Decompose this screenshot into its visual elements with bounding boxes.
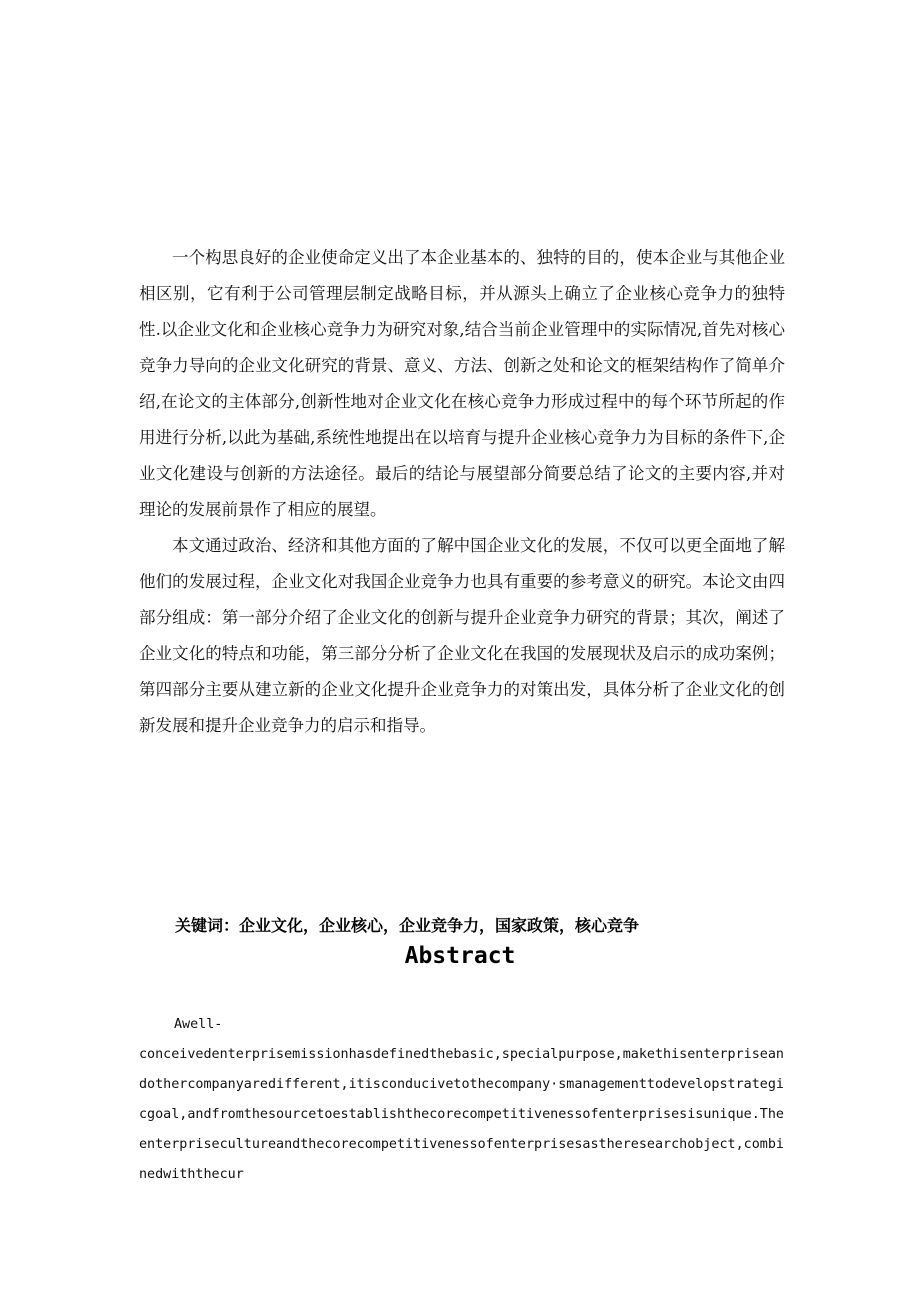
abstract-heading: Abstract — [404, 943, 516, 969]
keywords-line: 关键词：企业文化，企业核心，企业竞争力，国家政策，核心竞争 — [175, 916, 640, 935]
chinese-paragraph-1: 一个构思良好的企业使命定义出了本企业基本的、独特的目的，使本企业与其他企业相区别，它有利于公司管理层制定战略目标，并从源头上确立了企业核心竞争力的独特性.以企业文化和企业核心竞争力为研究对象,结合当前企业管理中的实际情况,首先对核心竞争力导向的企业文化研究的背景、意义、方法、创新之处和论文的框架结构作了简单介绍,在论文的主体部分,创新性地对企业文化在核心竞争力形成过程中的每个环节所起的作用进行分析,以此为基础,系统性地提出在以培育与提升企业核心竞争力为目标的条件下,企业文化建设与创新的方法途径。最后的结论与展望部分简要总结了论文的主要内容,并对理论的发展前景作了相应的展望。 — [139, 248, 785, 519]
english-paragraph: conceivedenterprisemissionhasdefinedthebasic,specialpurpose,makethisenterpriseandothercompanyaredifferent,itisconducivetothecompany·smanagementtodevelopstrategicgoal,andfromthesourcetoestablishthecorecompetitivenessofenterprisesisunique.Theenterprisecultureandthecorecompetitivenessofenterprisesastheresearchobject,combinedwiththecur — [139, 1047, 784, 1182]
chinese-abstract — [139, 240, 785, 744]
chinese-paragraph-2: 本文通过政治、经济和其他方面的了解中国企业文化的发展，不仅可以更全面地了解他们的发展过程，企业文化对我国企业竞争力也具有重要的参考意义的研究。本论文由四部分组成：第一部分介绍了企业文化的创新与提升企业竞争力研究的背景；其次，阐述了企业文化的特点和功能，第三部分分析了企业文化在我国的发展现状及启示的成功案例；第四部分主要从建立新的企业文化提升企业竞争力的对策出发，具体分析了企业文化的创新发展和提升企业竞争力的启示和指导。 — [139, 536, 785, 735]
english-abstract — [139, 1010, 787, 1190]
english-first-line: Awell- — [174, 1017, 223, 1032]
